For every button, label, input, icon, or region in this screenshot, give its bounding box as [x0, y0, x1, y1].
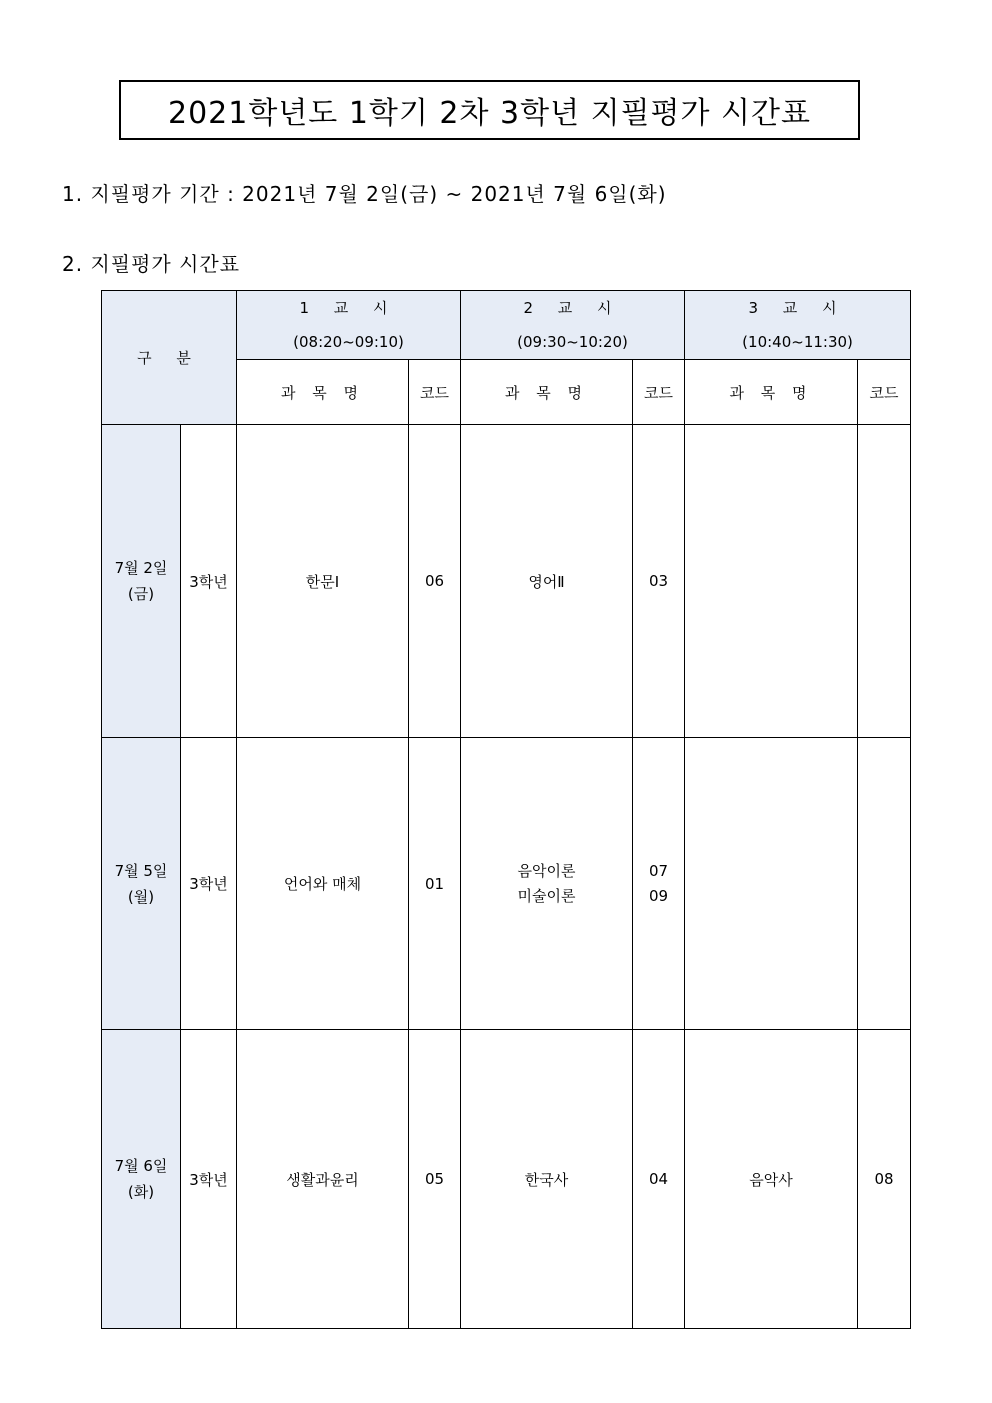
weekday-label: (금): [127, 585, 155, 603]
subject-cell: 한문Ⅰ: [237, 425, 409, 738]
period-2-name: 2 교 시: [523, 299, 622, 317]
subject-name: 미술이론: [517, 886, 576, 905]
period-3-name: 3 교 시: [748, 299, 847, 317]
corner-header: 구 분: [102, 291, 237, 425]
table-row: [102, 1030, 911, 1329]
code-header: 코드: [409, 360, 461, 425]
subject-header: 과 목 명: [685, 360, 858, 425]
date-label: 7월 5일: [114, 861, 168, 880]
subject-header: 과 목 명: [461, 360, 633, 425]
date-cell: [102, 738, 181, 1030]
exam-timetable: [101, 290, 911, 1329]
code-cell: 06: [409, 425, 461, 738]
page-title: 2021학년도 1학기 2차 3학년 지필평가 시간표: [119, 80, 860, 140]
date-label: 7월 2일: [114, 559, 168, 577]
code-header: 코드: [633, 360, 685, 425]
period-3-time: (10:40~11:30): [742, 333, 853, 351]
date-label: 7월 6일: [114, 1157, 168, 1175]
code-cell: [633, 738, 685, 1030]
subject-code: 09: [648, 886, 669, 905]
grade-cell: 3학년: [181, 1030, 237, 1329]
table-row: [102, 425, 911, 738]
subject-cell: 음악사: [685, 1030, 858, 1329]
subject-cell: 한국사: [461, 1030, 633, 1329]
exam-period-line: 1. 지필평가 기간 : 2021년 7월 2일(금) ~ 2021년 7월 6일(화): [62, 182, 667, 206]
subject-cell: 언어와 매체: [237, 738, 409, 1030]
code-cell: 03: [633, 425, 685, 738]
period-2-time: (09:30~10:20): [517, 333, 628, 351]
period-1-name: 1 교 시: [299, 299, 398, 317]
period-2-header: [461, 291, 685, 360]
code-cell: 04: [633, 1030, 685, 1329]
date-cell: [102, 1030, 181, 1329]
table-row: [102, 738, 911, 1030]
period-3-header: [685, 291, 911, 360]
weekday-label: (화): [127, 1183, 155, 1201]
subject-cell: [685, 738, 858, 1030]
code-cell: 08: [858, 1030, 911, 1329]
date-cell: [102, 425, 181, 738]
code-cell: 05: [409, 1030, 461, 1329]
code-cell: [858, 738, 911, 1030]
grade-cell: 3학년: [181, 738, 237, 1030]
subject-code: 07: [648, 861, 669, 880]
period-1-time: (08:20~09:10): [293, 333, 404, 351]
subject-cell: [685, 425, 858, 738]
timetable-heading: 2. 지필평가 시간표: [62, 252, 241, 276]
grade-cell: 3학년: [181, 425, 237, 738]
subject-name: 음악이론: [517, 861, 576, 880]
subject-cell: 영어Ⅱ: [461, 425, 633, 738]
subject-cell: 생활과윤리: [237, 1030, 409, 1329]
code-cell: [858, 425, 911, 738]
subject-cell: [461, 738, 633, 1030]
weekday-label: (월): [127, 887, 155, 906]
code-header: 코드: [858, 360, 911, 425]
code-cell: 01: [409, 738, 461, 1030]
period-1-header: [237, 291, 461, 360]
subject-header: 과 목 명: [237, 360, 409, 425]
